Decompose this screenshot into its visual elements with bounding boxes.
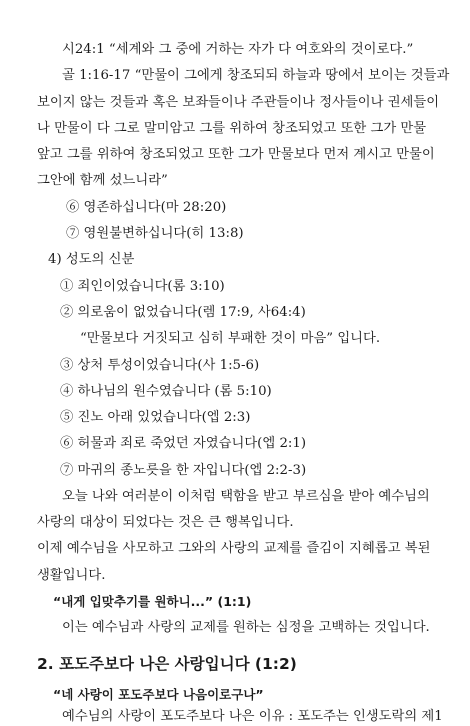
attribute-item-6: ⑥ 영존하십니다(마 28:20) [66, 200, 227, 215]
status-item-3: ③ 상처 투성이었습니다(사 1:5-6) [60, 358, 260, 373]
verse-col-1-16-line-4: 앞고 그를 위하여 창조되었고 또한 그가 만물보다 먼저 계시고 만물이 [37, 147, 435, 162]
paragraph-happiness-line-1: 오늘 나와 여러분이 이처럼 택함을 받고 부르심을 받아 예수님의 [62, 489, 430, 504]
status-item-4: ④ 하나님의 원수였습니다 (롬 5:10) [60, 384, 272, 399]
verse-col-1-16-line-1: 골 1:16-17 “만물이 그에게 창조되되 하늘과 땅에서 보이는 것들과 [62, 68, 450, 83]
paragraph-reason: 예수님의 사랑이 포도주보다 나은 이유 : 포도주는 인생도락의 제1 [62, 709, 443, 724]
verse-col-1-16-line-3: 나 만물이 다 그로 말미암고 그를 위하여 창조되었고 또한 그가 만물 [37, 121, 427, 136]
quote-kiss: “내게 입맞추기를 원하니...” (1:1) [53, 594, 252, 609]
status-item-2-note: “만물보다 거짓되고 심히 부패한 것이 마음” 입니다. [80, 331, 381, 346]
attribute-item-7: ⑦ 영원불변하십니다(히 13:8) [66, 226, 244, 241]
status-item-6: ⑥ 허물과 죄로 죽었던 자였습니다(엡 2:1) [60, 436, 307, 451]
section-heading-saints-status: 4) 성도의 신분 [48, 252, 135, 267]
status-item-1: ① 죄인이었습니다(롬 3:10) [60, 279, 225, 294]
quote-love-better-than-wine: “네 사랑이 포도주보다 나음이로구나” [53, 687, 264, 702]
paragraph-happiness-line-2: 사랑의 대상이 되었다는 것은 큰 행복입니다. [37, 515, 294, 530]
status-item-7: ⑦ 마귀의 종노릇을 한 자입니다(엡 2:2-3) [60, 463, 307, 478]
status-item-2: ② 의로움이 없었습니다(렘 17:9, 사64:4) [60, 305, 306, 320]
verse-psalm-24-1: 시24:1 “세계와 그 중에 거하는 자가 다 여호와의 것이로다.” [62, 42, 414, 57]
paragraph-wisdom-line-1: 이제 예수님을 사모하고 그와의 사랑의 교제를 즐김이 지혜롭고 복된 [37, 541, 431, 556]
paragraph-confession: 이는 예수님과 사랑의 교제를 원하는 심정을 고백하는 것입니다. [62, 620, 430, 635]
section-heading-better-than-wine: 2. 포도주보다 나은 사랑입니다 (1:2) [37, 655, 297, 673]
verse-col-1-16-line-2: 보이지 않는 것들과 혹은 보좌들이나 주관들이나 정사들이나 권세들이 [37, 95, 440, 110]
verse-col-1-16-line-5: 그안에 함께 섰느니라” [37, 173, 168, 188]
status-item-5: ⑤ 진노 아래 있었습니다(엡 2:3) [60, 410, 251, 425]
paragraph-wisdom-line-2: 생활입니다. [37, 568, 106, 583]
